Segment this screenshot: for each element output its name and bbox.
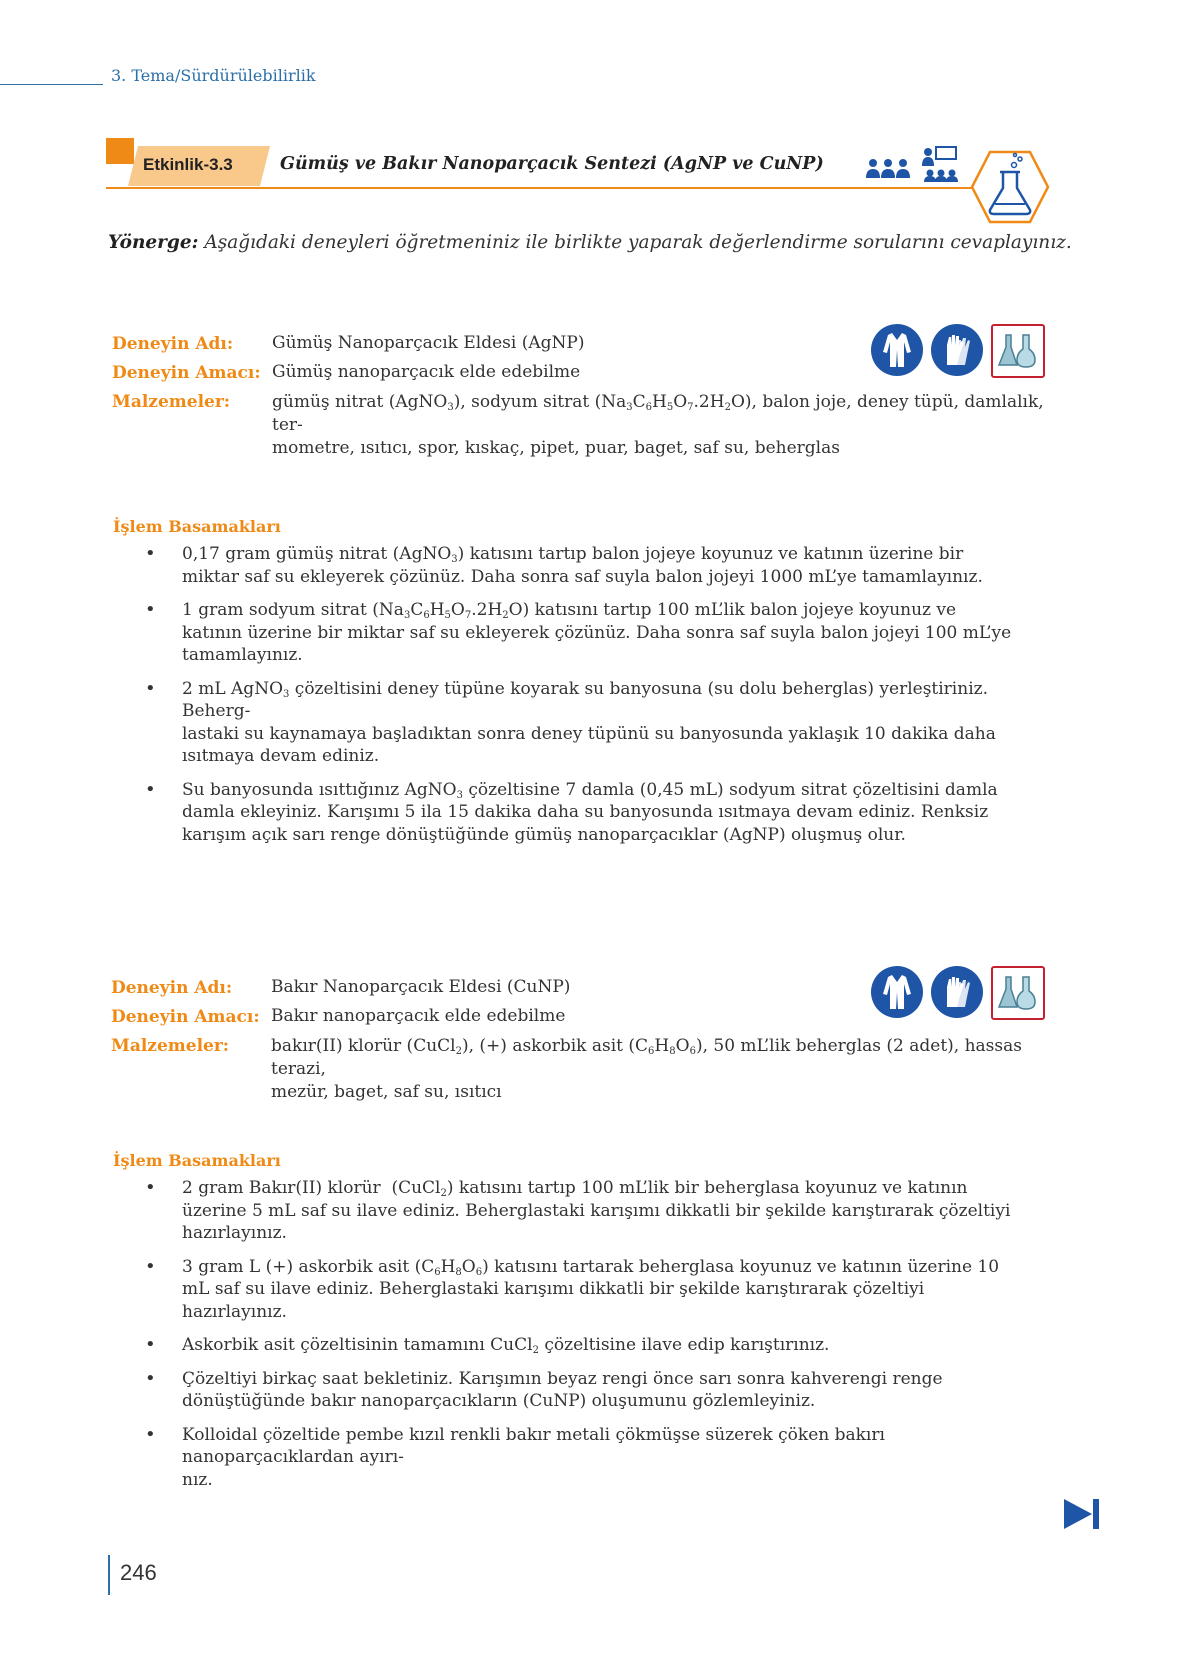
exp2-materials: bakır(II) klorür (CuCl$_2$), (+) askorbik asit $(C_6H_8O_6)$, 50 mL’lik beherglas (2 adet), hassas terazi, mezür, baget, saf su, ısıtıcı [271,1036,1022,1102]
instruction [108,232,1072,253]
exp2-name-label: Deneyin Adı: [111,978,233,998]
teacher-presentation-icon [922,146,960,182]
exp1-steps-title: İşlem Basamakları [113,517,281,536]
list-item: • 3 gram L (+) askorbik asit $(C_6H_8O_6)$ katısını tartarak beherglasa koyunuz ve katının üzerine 10 mL saf su ilave ediniz. Beherglastaki karışımı dikkatli bir şekilde karıştırarak çözeltiyi hazırlayınız. [145,1256,1020,1324]
list-item: • 0,17 gram gümüş nitrat (AgNO$_3$) katısını tartıp balon jojeye koyunuz ve katının üzerine bir miktar saf su ekleyerek çözünüz. Daha sonra saf suyla balon jojeyi 1000 mL’ye tamamlayınız. [145,543,1020,588]
instruction-text: Aşağıdaki deneyleri öğretmeniniz ile birlikte yaparak değerlendirme sorularını cevaplayınız. [198,232,1072,253]
activity-accent-square [106,138,134,164]
breadcrumb: 3. Tema/Sürdürülebilirlik [111,66,316,85]
exp1-safety-icons [871,324,1045,378]
exp1-aim: Gümüş nanoparçacık elde edebilme [272,362,581,382]
activity-underline [106,187,976,189]
list-item: • Su banyosunda ısıttığınız AgNO$_3$ çözeltisine 7 damla (0,45 mL) sodyum sitrat çözeltisini damla damla ekleyiniz. Karışımı 5 ila 15 dakika daha su banyosunda ısıtmaya devam ediniz. Renksiz karışım açık sarı renge dönüştüğünde gümüş nanoparçacıklar (AgNP) oluşmuş olur. [145,779,1020,847]
experiment-flask-hexagon-icon [970,150,1050,224]
list-item: • 2 gram Bakır(II) klorür (CuCl$_2$) katısını tartıp 100 mL’lik bir beherglasa koyunuz ve katının üzerine 5 mL saf su ilave ediniz. Beherglastaki karışımı dikkatli bir şekilde karıştırarak çözeltiyi hazırlayınız. [145,1177,1020,1245]
list-item: • Çözeltiyi birkaç saat bekletiniz. Karışımın beyaz rengi önce sarı sonra kahverengi renge dönüştüğünde bakır nanoparçacıkların (CuNP) oluşumunu gözlemleyiniz. [145,1368,1020,1413]
exp2-steps-list [145,1177,1020,1502]
exp1-materials: gümüş nitrat (AgNO$_3$), sodyum sitrat $(Na_3C_6H_5O_7.2H_2O)$, balon joje, deney tüpü, damlalık, ter- mometre, ısıtıcı, spor, kıskaç, pipet, puar, baget, saf su, beherglas [272,392,1044,458]
instruction-label: Yönerge: [108,232,199,253]
next-page-icon[interactable] [1064,1498,1102,1530]
exp2-steps-title: İşlem Basamakları [113,1151,281,1170]
exp2-aim: Bakır nanoparçacık elde edebilme [271,1006,566,1026]
activity-label: Etkinlik-3.3 [143,155,233,174]
header-rule [0,84,103,85]
page-number-rule [108,1555,110,1595]
exp1-steps-list [145,543,1020,857]
exp1-name-label: Deneyin Adı: [112,334,234,354]
list-item: • 1 gram sodyum sitrat $(Na_3C_6H_5O_7.2H_2O)$ katısını tartıp 100 mL’lik balon jojeye koyunuz ve katının üzerine bir miktar saf su ekleyerek çözünüz. Daha sonra saf suyla balon jojeyi 100 mL’ye tamamlayınız. [145,599,1020,667]
lab-coat-icon [871,324,923,376]
exp1-aim-label: Deneyin Amacı: [112,363,261,383]
glassware-icon [991,966,1045,1020]
list-item: • 2 mL AgNO$_3$ çözeltisini deney tüpüne koyarak su banyosuna (su dolu beherglas) yerleştiriniz. Beherg- lastaki su kaynamaya başladıktan sonra deney tüpünü su banyosunda yaklaşık 10 dakika daha ısıtmaya devam ediniz. [145,678,1020,768]
list-item: • Kolloidal çözeltide pembe kızıl renkli bakır metali çökmüşse süzerek çöken bakırı nanoparçacıklardan ayırı- nız. [145,1424,1020,1492]
glassware-icon [991,324,1045,378]
exp1-materials-label: Malzemeler: [112,392,231,412]
exp2-name: Bakır Nanoparçacık Eldesi (CuNP) [271,977,571,997]
gloves-icon [931,966,983,1018]
list-item: • Askorbik asit çözeltisinin tamamını CuCl$_2$ çözeltisine ilave edip karıştırınız. [145,1334,1020,1357]
activity-title: Gümüş ve Bakır Nanoparçacık Sentezi (AgNP ve CuNP) [280,154,824,174]
exp2-materials-label: Malzemeler: [111,1036,230,1056]
group-work-icon [866,158,910,180]
exp2-safety-icons [871,966,1045,1020]
exp1-name: Gümüş Nanoparçacık Eldesi (AgNP) [272,333,585,353]
lab-coat-icon [871,966,923,1018]
page-number: 246 [120,1560,157,1585]
gloves-icon [931,324,983,376]
exp2-aim-label: Deneyin Amacı: [111,1007,260,1027]
